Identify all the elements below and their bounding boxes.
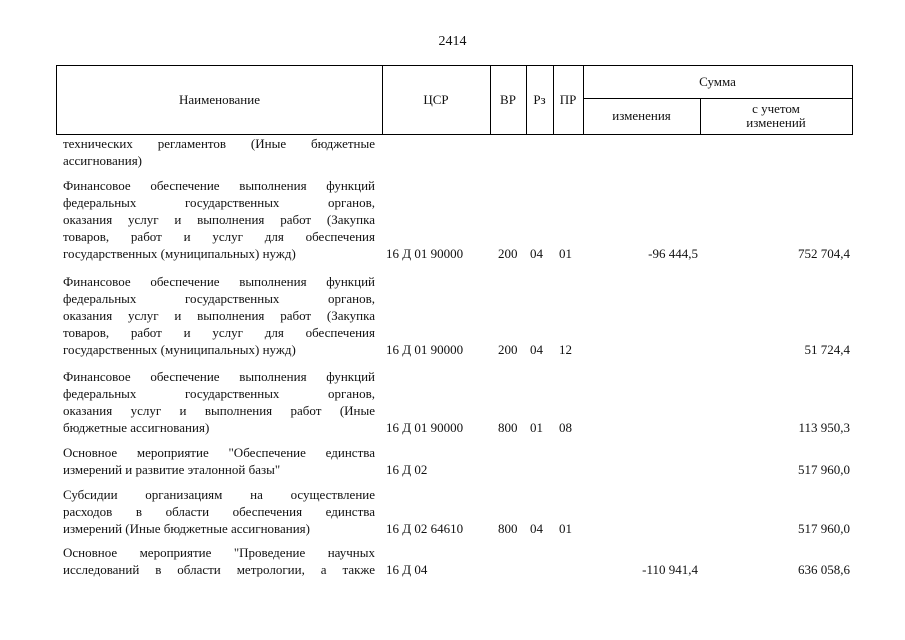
header-csr (382, 65, 491, 135)
row-pr: 08 (559, 420, 572, 435)
table-row (56, 135, 853, 171)
header-csr-label: ЦСР (423, 92, 449, 107)
row-name-line: оказания услуг и выполнения работ (Закупка (63, 308, 375, 323)
table-row (56, 368, 853, 440)
header-rz-label: Рз (533, 92, 546, 107)
row-csr: 16 Д 04 (386, 562, 428, 577)
row-name-line: Основное мероприятие "Проведение научных (63, 545, 375, 560)
header-sum-label: Сумма (699, 74, 736, 89)
row-csr: 16 Д 01 90000 (386, 420, 464, 435)
row-pr: 01 (559, 246, 572, 261)
row-name-line: федеральных государственных органов, (63, 291, 375, 306)
table-row (56, 444, 853, 480)
row-pr: 12 (559, 342, 572, 357)
header-with-change (700, 98, 853, 135)
row-total: 752 704,4 (798, 246, 850, 261)
row-rz: 04 (530, 342, 543, 357)
header-change (583, 98, 701, 135)
row-name (63, 135, 375, 169)
table-row (56, 544, 853, 584)
row-name (63, 368, 375, 436)
row-name (63, 177, 375, 262)
row-vr: 800 (498, 521, 518, 536)
header-sum (583, 65, 853, 99)
row-name-line: товаров, работ и услуг для обеспечения (63, 229, 375, 244)
row-name-line: государственных (муниципальных) нужд) (63, 246, 296, 261)
row-name-line: расходов в области обеспечения единства (63, 504, 375, 519)
row-name-line: Основное мероприятие "Обеспечение единства (63, 445, 375, 460)
row-name-line: бюджетные ассигнования) (63, 420, 210, 435)
row-name-line: Субсидии организациям на осуществление (63, 487, 375, 502)
row-rz: 01 (530, 420, 543, 435)
row-name-line: исследований в области метрологии, а также (63, 562, 375, 577)
row-name-line: товаров, работ и услуг для обеспечения (63, 325, 375, 340)
row-name-line: ассигнования) (63, 153, 143, 168)
row-name-line: технических регламентов (Иные бюджетные (63, 136, 375, 151)
row-name-line: Финансовое обеспечение выполнения функций (63, 274, 375, 289)
row-name-line: оказания услуг и выполнения работ (Закупка (63, 212, 375, 227)
row-name-line: измерений (Иные бюджетные ассигнования) (63, 521, 310, 536)
row-change: -110 941,4 (642, 562, 698, 577)
header-rz (526, 65, 554, 135)
row-vr: 200 (498, 342, 518, 357)
row-vr: 200 (498, 246, 518, 261)
row-total: 517 960,0 (798, 462, 850, 477)
row-change: -96 444,5 (648, 246, 698, 261)
table-row (56, 486, 853, 540)
row-rz: 04 (530, 246, 543, 261)
row-name-line: оказания услуг и выполнения работ (Иные (63, 403, 375, 418)
row-name (63, 486, 375, 537)
table-row (56, 177, 853, 267)
row-rz: 04 (530, 521, 543, 536)
row-total: 113 950,3 (798, 420, 850, 435)
table-row (56, 273, 853, 363)
page-number: 2414 (438, 34, 467, 49)
row-pr: 01 (559, 521, 572, 536)
row-name-line: государственных (муниципальных) нужд) (63, 342, 296, 357)
header-vr (490, 65, 527, 135)
row-name-line: федеральных государственных органов, (63, 386, 375, 401)
row-name-line: измерений и развитие эталонной базы" (63, 462, 281, 477)
row-vr: 800 (498, 420, 518, 435)
header-pr (553, 65, 584, 135)
row-name-line: федеральных государственных органов, (63, 195, 375, 210)
header-name (56, 65, 383, 135)
row-name (63, 444, 375, 478)
row-name (63, 273, 375, 358)
row-csr: 16 Д 02 64610 (386, 521, 464, 536)
row-name-line: Финансовое обеспечение выполнения функций (63, 178, 375, 193)
row-name (63, 544, 375, 578)
header-with-change-label: с учетом изменений (746, 101, 806, 130)
header-name-label: Наименование (179, 92, 260, 107)
row-total: 636 058,6 (798, 562, 850, 577)
row-total: 51 724,4 (804, 342, 850, 357)
row-total: 517 960,0 (798, 521, 850, 536)
row-csr: 16 Д 01 90000 (386, 246, 464, 261)
header-vr-label: ВР (500, 92, 516, 107)
row-csr: 16 Д 02 (386, 462, 428, 477)
row-name-line: Финансовое обеспечение выполнения функций (63, 369, 375, 384)
row-csr: 16 Д 01 90000 (386, 342, 464, 357)
header-change-label: изменения (612, 108, 671, 123)
header-pr-label: ПР (559, 92, 577, 107)
